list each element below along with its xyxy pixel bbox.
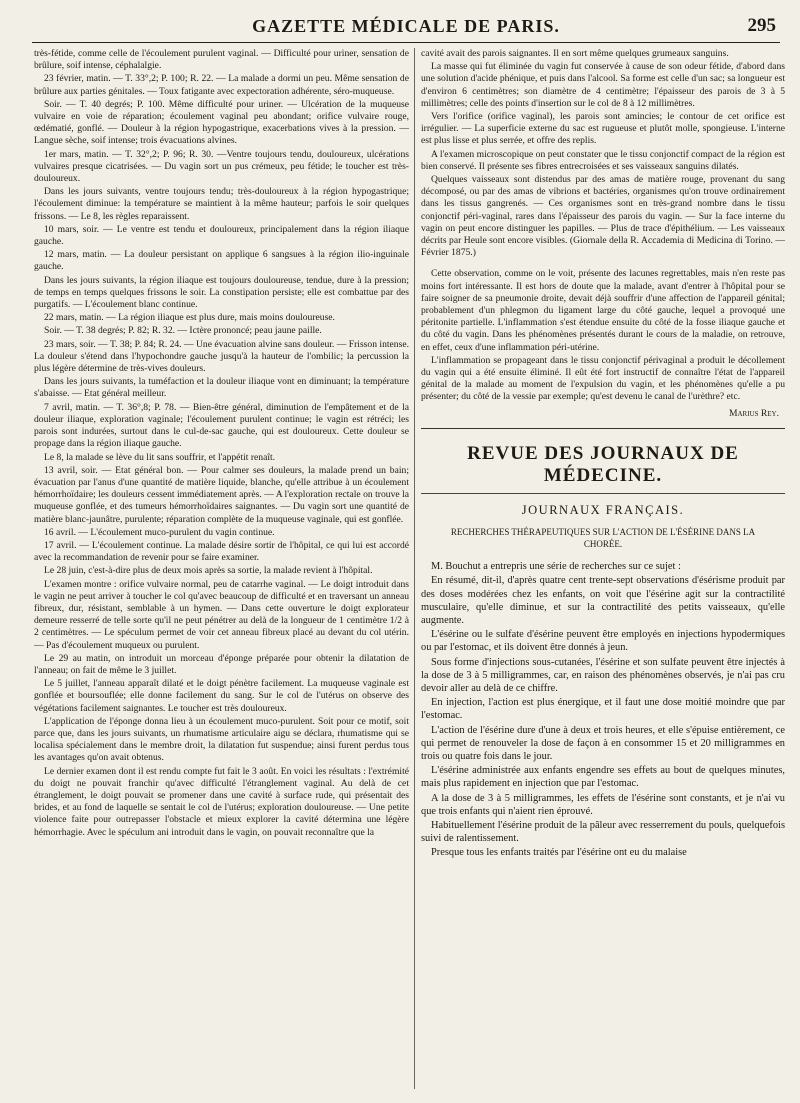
paragraph: L'action de l'ésérine dure d'une à deux et trois heures, et elle s'épuise entièrement, ce qui permet de renouveler la dose de façon à en consommer 15 et 20 milligrammes en trois ou quatre fois dans le jour.: [421, 724, 785, 762]
paragraph: Soir. — T. 40 degrés; P. 100. Même difficulté pour uriner. — Ulcération de la muqueuse vulvaire en voie de réparation; écoulement vaginal peu abondant; orifice vulvaire rouge, œdématié, gonflé. — Douleur à la région hypogastrique, exacerbations vives à la pression. — Langue sèche, soif intense; trois évacuations alvines.: [34, 98, 409, 147]
author-signature: Marius Rey.: [728, 407, 779, 419]
paragraph: Le 5 juillet, l'anneau apparaît dilaté et le doigt pénètre facilement. La muqueuse vaginale est gonflée et boursouflée; elle donne facilement du sang. Sur le col de l'utérus on observe des végétations facilement saignantes. Le toucher est très douloureux.: [34, 678, 409, 714]
paragraph: 23 février, matin. — T. 33°,2; P. 100; R. 22. — La malade a dormi un peu. Même sensation de brûlure aux parties génitales. — Toux fatigante avec expectoration adhérente, séro-muqueuse.: [34, 73, 409, 97]
revue-body: [421, 560, 785, 859]
paragraph: 7 avril, matin. — T. 36°,8; P. 78. — Bien-être général, diminution de l'empâtement et de la douleur iliaque, exploration vaginale; l'écoulement purulent continue; le vagin est rétréci; les parois sont indurées, surtout dans le cul-de-sac gauche, qui est douloureux. Cette douleur se propage dans la région iliaque gauche.: [34, 401, 409, 450]
paragraph: Presque tous les enfants traités par l'ésérine ont eu du malaise: [431, 847, 687, 859]
paragraph: Le 8, la malade se lève du lit sans souffrir, et l'appétit renaît.: [44, 451, 276, 463]
paragraph: En injection, l'action est plus énergique, et il faut une dose moitié moindre que par l'estomac.: [421, 697, 785, 722]
paragraph: Sous forme d'injections sous-cutanées, l'ésérine et son sulfate peuvent être injectés à la dose de 3 à 5 milligrammes, car, en raison des phénomènes observés, je n'ai pas cru devoir aller au delà de ce chiffre.: [421, 656, 785, 694]
paragraph: L'ésérine administrée aux enfants engendre ses effets au bout de quelques minutes, mais plus rapidement en injection que par l'estomac.: [421, 765, 785, 790]
paragraph: L'inflammation se propageant dans le tissu conjonctif périvaginal a produit le décollement du vagin qui a été ensuite éliminé. Il eût été fort instructif de connaître l'état de l'appareil génital de la malade au moment de l'expulsion du vagin, et les phénomènes qu'elle a pu présenter; du côté de la vessie par exemple; qu'est devenu le canal de l'urèthre? etc.: [421, 354, 785, 403]
column-divider: [414, 48, 415, 1089]
paragraph: M. Bouchut a entrepris une série de recherches sur ce sujet :: [431, 561, 681, 573]
paragraph: 22 mars, matin. — La région iliaque est plus dure, mais moins douloureuse.: [44, 312, 335, 324]
paragraph: A l'examen microscopique on peut constater que le tissu conjonctif compact de la région est bien conservé. Il présente ses fibres entrecroisées et ses vaisseaux sanguins dilatés.: [421, 148, 785, 172]
paragraph: Le dernier examen dont il est rendu compte fut fait le 3 août. En voici les résultats : l'extrémité du doigt ne pouvait franchir qu'avec difficulté l'étranglement vaginal. Au delà de cet étranglement, le doigt pouvait se promener dans une cavité à surface rude, qui présentait des brides, et au fond de laquelle se sentait le col de l'utérus; exploration douloureuse. — Une petite violence faite pour outrepasser l'obstacle et mieux explorer la cavité détermina une légère hémorrhagie. Avec le spéculum ani introduit dans le vagin, on pouvait reconnaître que la: [34, 765, 409, 838]
paragraph: Dans les jours suivants, la tuméfaction et la douleur iliaque vont en diminuant; la température s'abaisse. — Etat général meilleur.: [34, 376, 409, 400]
paragraph: Le 29 au matin, on introduit un morceau d'éponge préparée pour obtenir la dilatation de l'anneau; on fait de même le 3 juillet.: [34, 652, 409, 676]
paragraph: L'ésérine ou le sulfate d'ésérine peuvent être employés en injections hypodermiques ou par l'estomac, et ils doivent être donnés à jeun.: [421, 629, 785, 654]
paragraph: 1er mars, matin. — T. 32°,2; P. 96; R. 30. —Ventre toujours tendu, douloureux, ulcérations vulvaires presque cicatrisées. — Du vagin sort un pus crémeux, peu fétide; le toucher est très-douloureux.: [34, 148, 409, 185]
page-number: 295: [747, 15, 776, 36]
paragraph: 13 avril, soir. — Etat général bon. — Pour calmer ses douleurs, la malade prend un bain; évacuation par l'anus d'une quantité de matière liquide, blanche, qu'elle attribue à un écoulement hémorrhoïdaire; les douleurs cessent immédiatement après. — A l'exploration rectale on trouve la muqueuse gonflée, et des tumeurs hémorrhoïdaires saignantes. — Du vagin sort une quantité de matière blanc-jaunâtre, purulente; réparation complète de la muqueuse vaginale, qui est gonflée.: [34, 464, 409, 525]
section-title: REVUE DES JOURNAUX DE MÉDECINE.: [421, 443, 785, 494]
paragraph: Le 28 juin, c'est-à-dire plus de deux mois après sa sortie, la malade revient à l'hôpital.: [44, 565, 373, 577]
running-title: GAZETTE MÉDICALE DE PARIS.: [252, 16, 560, 36]
right-column: [421, 48, 785, 1091]
paragraph: 10 mars, soir. — Le ventre est tendu et douloureux, principalement dans la région iliaque gauche.: [34, 223, 409, 248]
paragraph: Habituellement l'ésérine produit de la pâleur avec resserrement du pouls, quelquefois suivi de ralentissement.: [421, 819, 785, 845]
section-rule: [421, 428, 785, 429]
paragraph: Cette observation, comme on le voit, présente des lacunes regrettables, mais n'en reste pas moins fort intéressante. Il est hors de doute que la malade, avant d'entrer à l'hôpital pour se faire soigner de sa pneumonie droite, devait déjà souffrir d'une affection de l'appareil génital; probablement d'un phlegmon du ligament large du côté gauche, lequel a provoqué une péritonite partielle. L'inflammation s'est étendue ensuite du côté de la fosse iliaque gauche et du côté du vagin. Dans les phénomènes présentés durant le cours de la maladie, on retrouve, en effet, ceux d'une inflammation péri-utérine.: [421, 268, 785, 353]
paragraph: 17 avril. — L'écoulement continue. La malade désire sortir de l'hôpital, ce qui lui est accordé avec la recommandation de revenir pour se faire examiner.: [34, 539, 409, 564]
subsection-title: JOURNAUX FRANÇAIS.: [521, 502, 685, 517]
paragraph: En résumé, dit-il, d'après quatre cent trente-sept observations d'ésérisme produit par des doses modérées chez les enfants, on voit que l'ésérine agit sur la contractilité musculaire, qu'elle diminue, et sur la contractilité des petits vaisseaux, qu'elle augmente.: [421, 575, 785, 626]
paragraph: A la dose de 3 à 5 milligrammes, les effets de l'ésérine sont constants, et je n'ai vu que trois enfants qui n'aient rien éprouvé.: [421, 792, 785, 817]
paragraph: Dans les jours suivants, ventre toujours tendu; très-douloureux à la région hypogastrique; l'écoulement diminue: la température se maintient à la même hauteur; parfois le soir quelques frissons. — Le 8, les règles reparaissent.: [34, 186, 409, 222]
spacer: [421, 260, 785, 268]
paragraph: Quelques vaisseaux sont distendus par des amas de matière rouge, provenant du sang décomposé, ou par des amas de vibrions et bactéries, organismes qu'on trouve ordinairement dans les tissus gangrenés. — Ces organismes sont en très-grand nombre dans le tissu conjonctif péri-vaginal, rares dans l'épaisseur des parois du vagin. — Sur la face interne du vagin on peut encore distinguer les papilles. — Plus de trace d'épithélium. — Les vaisseaux décrits par Heule sont encore visibles. (Giornale della R. Accademia di Medicina di Torino. — Février 1875.): [421, 174, 785, 259]
paragraph: cavité avait des parois saignantes. Il en sort même quelques grumeaux sanguins.: [421, 48, 729, 59]
left-column: [34, 48, 409, 1091]
paragraph: L'application de l'éponge donna lieu à un écoulement muco-purulent. Soit pour ce motif, soit parce que, dans les jours suivants, un rhumatisme articulaire aigu se déclara, rhumatisme qui se localisa spécialement dans le membre droit, la dilatation fut suspendue; ainsi furent perdus tous les avantages qu'on avait obtenus.: [34, 715, 409, 764]
paragraph: 12 mars, matin. — La douleur persistant on applique 6 sangsues à la région ilio-inguinale gauche.: [34, 249, 409, 273]
paragraph: La masse qui fut éliminée du vagin fut conservée à cause de son odeur fétide, d'abord dans une solution d'acide phénique, et puis dans l'alcool. Sa forme est celle d'un sac; sa longueur est d'environ 6 centimètres; son diamètre de 4 centimètre; l'épaisseur des parois de 3 à 5 millimètres; celle des points d'insertion sur le col de 8 à 12 millimètres.: [421, 61, 785, 109]
article-title: RECHERCHES THÉRAPEUTIQUES SUR L'ACTION DE L'ÉSÉRINE DANS LA CHORÉE.: [450, 527, 756, 550]
paragraph: Dans les jours suivants, la région iliaque est toujours douloureuse, tendue, dure à la pression; de temps en temps quelques frissons le soir. La constipation persiste; elle est combattue par des purgatifs. — L'écoulement blanc continue.: [34, 274, 409, 311]
paragraph: 23 mars, soir. — T. 38; P. 84; R. 24. — Une évacuation alvine sans douleur. — Frisson intense. La douleur s'étend dans l'hypochondre gauche jusqu'à la hauteur de l'ombilic; la percussion la plus légère détermine de très-vives douleurs.: [34, 338, 409, 375]
paragraph: très-fétide, comme celle de l'écoulement purulent vaginal. — Difficulté pour uriner, sensation de brûlure, soif intense, céphalalgie.: [34, 48, 409, 72]
page-header: [32, 12, 780, 43]
paragraph: 16 avril. — L'écoulement muco-purulent du vagin continue.: [44, 526, 275, 538]
paragraph: Vers l'orifice (orifice vaginal), les parois sont amincies; le contour de cet orifice est irrégulier. — La superficie externe du sac est rugueuse et plutôt molle, spongieuse. L'interne est plus lisse et plus serrée, et offre des replis.: [421, 111, 785, 147]
paragraph: Soir. — T. 38 degrés; P. 82; R. 32. — Ictère prononcé; peau jaune paille.: [44, 325, 322, 337]
paragraph: L'examen montre : orifice vulvaire normal, peu de catarrhe vaginal. — Le doigt introduit dans le vagin ne peut arriver à toucher le col qu'avec beaucoup de difficulté et en traversant un anneau fibreux, dur, résistant, semblable à un hymen. — Dans cette ouverture le doigt explorateur demeure resserré de telle sorte qu'il ne peut pénétrer au delà de la longueur de 1 centimètre 1/2 à 2 centimètres. — Le spéculum permet de voir cet anneau fibreux placé au devant du col utérin. — Pas d'écoulement muqueux ou purulent.: [34, 578, 409, 651]
